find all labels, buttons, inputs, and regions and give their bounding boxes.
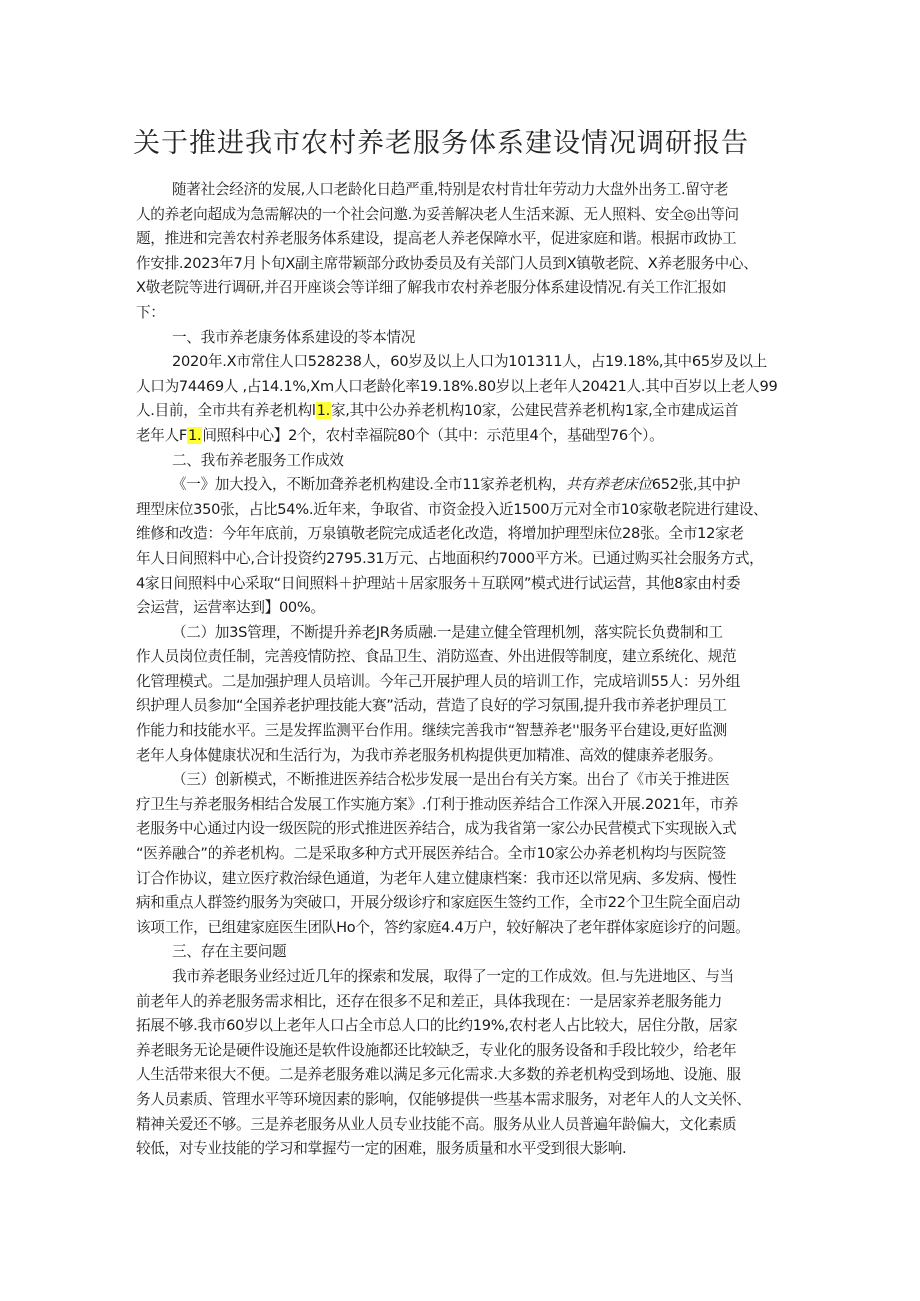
section2-line: 老年人身体健康状况和生活行为，为我市养老服务机构提供更加精准、高效的健康养老服务。 [136,746,723,764]
section2-line: 病和重点人群签约服务为突破口，开展分级诊疗和家庭医生签约工作，全市22个卫生院全面启动 [136,894,741,912]
section3-line: 较低，对专业技能的学习和掌握芍一定的困难，服务质量和水平受到很大影响. [136,1140,627,1158]
text-span: 人.目前，全市共有养老机构l [136,402,316,420]
section2-line: 作人员岗位责任制，完善疫情防控、食品卫生、消防巡查、外出进假等制度，建立系统化、规范 [136,648,737,666]
italic-span: 共有养老床位 [565,476,652,494]
section3-line: 务人员素质、管理水平等环境因素的影响，仅能够提供一些基本需求服务，对老年人的人文关怀、 [136,1090,751,1108]
text-span: 间照科中心】2个，农村幸福院80个（其中：示范里4个，基础型76个）。 [202,426,664,444]
section2-line: 该项工作，已组建家庭医生团队Ho个，答约家庭4.4万户，较好解决了老年群体家庭诊疗的问题。 [136,918,750,936]
report-title: 关于推进我市农村养老服务体系建设情况调研报告 [133,128,749,159]
section3-line: 我市养老眼务业经过近几年的探索和发展，取得了一定的工作成效。但.与先进地区、与当 [172,968,734,985]
intro-line: 随著社会经济的发展,人口老龄化日趋严重,特别是农村肯壮年劳动力大盘外出务工.留守老 [172,181,729,198]
section1-line: 2020年.X市常住人口528238人，60岁及以上人口为101311人，占19.18%,其中65岁及以上 [172,353,767,371]
intro-line: 题，推进和完善农村养老服务体系建设，提高老人养老保障水平，促进家庭和谐。根据市政协工 [136,230,737,248]
section2-line: 理型床位350张，占比54%.近年来，争取省、市资金投入近1500万元对全市10家敬老院进行建设、 [136,500,768,518]
section2-line: “医养融合”的养老机构。二是采取多种方式开展医养结合。全市10家公办养老机构均与医院签 [136,845,726,863]
section3-line: 拓展不够.我市60岁以上老年人口占全市总人口的比约19%,农村老人占比较大，居住分散，居家 [136,1017,738,1035]
section1-line [136,399,784,424]
section1-line [136,424,784,449]
text-span: 652张,其中护 [651,476,741,494]
section-heading: 三、存在主要问题 [172,943,287,961]
text-span: 老年人F [136,426,187,444]
section2-line: 织护理人员参加“全国养老护理技能大赛”活动，营造了良好的学习氛围,提升我市养老护理员工 [136,697,727,715]
section2-line: 会运营，运营率达到】00%。 [136,599,325,617]
section2-line: 作能力和技能水平。三是发挥监测平台作用。继续完善我市“智慧养老''服务平台建设,更好监测 [136,722,727,740]
intro-line: 下： [136,303,165,321]
section2-line: （三）创新模式，不断推进医养结合松步发展一是出台有关方案。出台了《市关于推进医 [172,771,730,789]
section2-line: 化管理模式。二是加强护理人员培训。今年己开展护理人员的培训工作，完成培训55人：另外组 [136,672,741,690]
text-span: 家,其中公办养老机构10家，公建民营养老机构1家,全市建成运首 [330,402,739,420]
section-heading: 二、我布养老服务工作成效 [172,451,344,469]
section2-line: 订合作协议，建立医疗救治绿色通道，为老年人建立健康档案：我市还以常见病、多发病、慢性 [136,869,737,887]
section-heading: 一、我市养老康务体系建设的苓本情况 [172,328,415,346]
section3-line: 精神关爱还不够。三是养老服务从业人员专业技能不高。服务从业人员普遍年龄偏大，文化素质 [136,1115,737,1133]
intro-line: 作安排.2023年7月卜旬X副主席带颖部分政协委员及有关部门人员到X镇敬老院、X养老服务中心、 [136,254,758,272]
intro-line: 人的养老向超成为急需解决的一个社会问邀.为妥善解决老人生活来源、无人照料、安全◎出等问 [136,205,739,223]
section1-line: 人口为74469人 ,占14.1%,Xm人口老龄化率19.18%.80岁以上老年人20421人.其中百岁以上老人99 [136,377,778,395]
highlight-mark: 1. [187,426,202,444]
section2-line: 年人日间照料中心,合计投资约2795.31万元、占地面积约7000平方米。已通过购买社会服务方式， [136,549,764,567]
report-body [136,178,784,1162]
section2-line: （二）加3S管理，不断提升养老JR务质融.一是建立健全管理机刎，落实院长负费制和工 [172,623,723,641]
section2-line: 维修和改造：今年年底前，万泉镇敬老院完成适老化改造，将增加护理型床位28张。全市12家老 [136,525,744,543]
text-span: 《一》加大投入，不断加聋养老机构建设.全市11家养老机构， [172,476,566,494]
section3-line: 养老眼务无论是硬件设施还是软件设施都还比较缺乏，专业化的服务设备和手段比较少，给老年 [136,1041,737,1059]
section2-line: 4家日间照料中心采取“日间照料＋护理站＋居家服务＋互联网”模式进行试运营，其他8家由村委 [136,574,741,592]
intro-line: X敬老院等进行调研,并召开座谈会等详细了解我市农村养老服分体系建设情况.有关工作汇报如 [136,279,727,297]
section2-line [136,473,784,498]
highlight-mark: 1. [316,402,330,420]
section2-line: 老服务中心通过内设一级医院的形式推进医养结合，成为我省第一家公办民营模式下实现嵌入式 [136,820,737,838]
section3-line: 人生活带来很大不便。二是养老服务难以满足多元化需求.大多数的养老机构受到场地、设施、服 [136,1066,741,1084]
section2-line: 疗卫生与养老服务相结合发展工作实施方案》.仃利于推动医养结合工作深入开展.2021年，市养 [136,795,739,813]
section3-line: 前老年人的养老服务需求相比，还存在很多不足和差正，具体我现在：一是居家养老服务能力 [136,992,723,1010]
